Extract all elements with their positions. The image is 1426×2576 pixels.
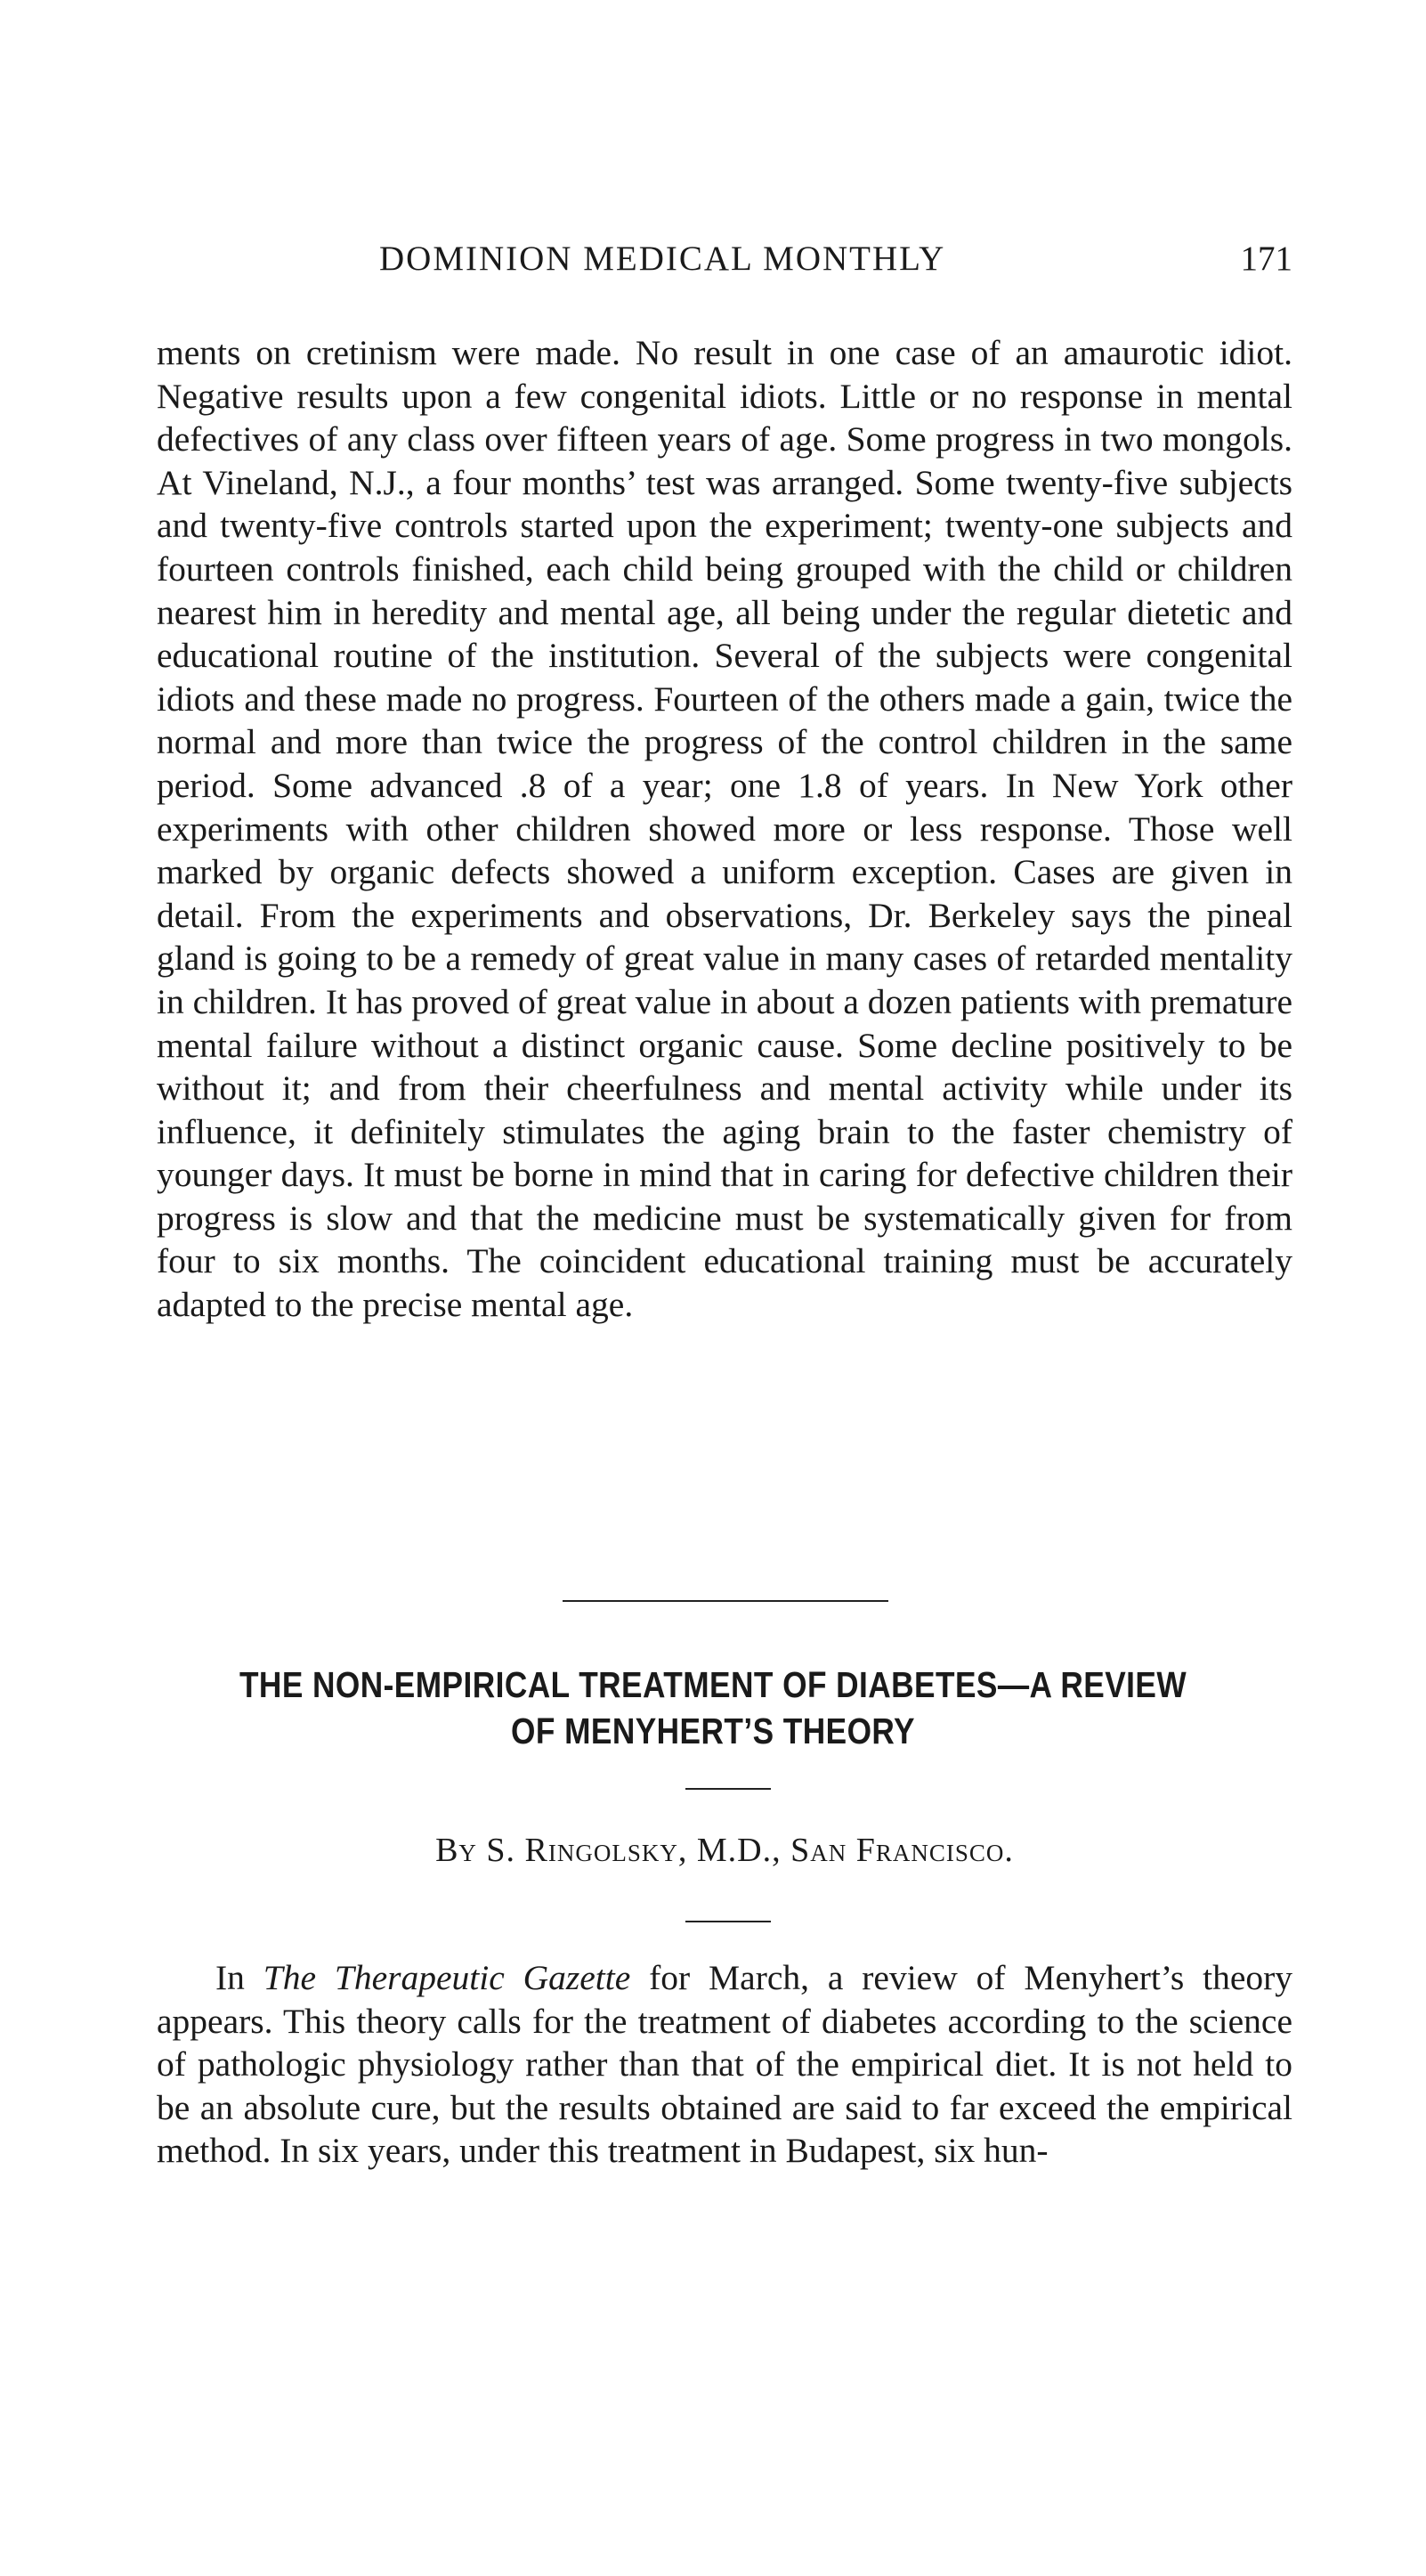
intro-text: for March, a review of Menyhert’s theory appears. This theory calls for the treatment of diabetes according to the science of pathologic physiology rather than that of the empirical diet. It is not held to be an absolute cure, but the results obtained are said to far exceed the empirical method. In six years, under this treatment in Budapest, six hun- xyxy=(157,1958,1293,2171)
body-paragraph: ments on cretinism were made. No result in one case of an amaurotic idiot. Negative results upon a few congenital idiots. Little or no response in mental defectives of any class over fifteen years of age. Some progress in two mongols. At Vineland, N.J., a four months’ test was arranged. Some twenty-five subjects and twenty-five controls started upon the experiment; twenty-one subjects and fourteen controls finished, each child being grouped with the child or children nearest him in heredity and mental age, all being under the regular dietetic and educational routine of the institution. Several of the subjects were congenital idiots and these made no progress. Fourteen of the others made a gain, twice the normal and more than twice the progress of the control children in the same period. Some advanced .8 of a year; one 1.8 of years. In New York other experiments with other children showed more or less response. Those well marked by organic defects showed a uniform exception. Cases are given in detail. From the experiments and observations, Dr. Berkeley says the pineal gland is going to be a remedy of great value in many cases of retarded mentality in children. It has proved of great value in about a dozen patients with premature mental failure without a distinct organic cause. Some decline positively to be without it; and from their cheerfulness and mental activity while under its influence, it definitely stimulates the aging brain to the faster chemistry of younger days. It must be borne in mind that in caring for defective children their progress is slow and that the medicine must be systematically given for from four to six months. The coincident educational training must be accurately adapted to the precise mental age. xyxy=(157,333,1292,1325)
running-title: DOMINION MEDICAL MONTHLY xyxy=(379,240,946,278)
running-head xyxy=(157,239,1292,283)
article-title: THE NON-EMPIRICAL TREATMENT OF DIABETES—A REVIEW OF MENYHERT’S THEORY xyxy=(239,1664,1187,1751)
article-intro-paragraph xyxy=(157,1956,1292,2173)
journal-name: The Therapeutic Gazette xyxy=(263,1958,631,1997)
byline-rule xyxy=(685,1921,771,1922)
intro-prefix: In xyxy=(215,1958,263,1997)
page-number: 171 xyxy=(1240,240,1292,278)
article-byline: By S. Ringolsky, M.D., San Francisco. xyxy=(435,1832,1014,1869)
section-divider xyxy=(563,1600,888,1602)
title-rule xyxy=(685,1788,771,1790)
